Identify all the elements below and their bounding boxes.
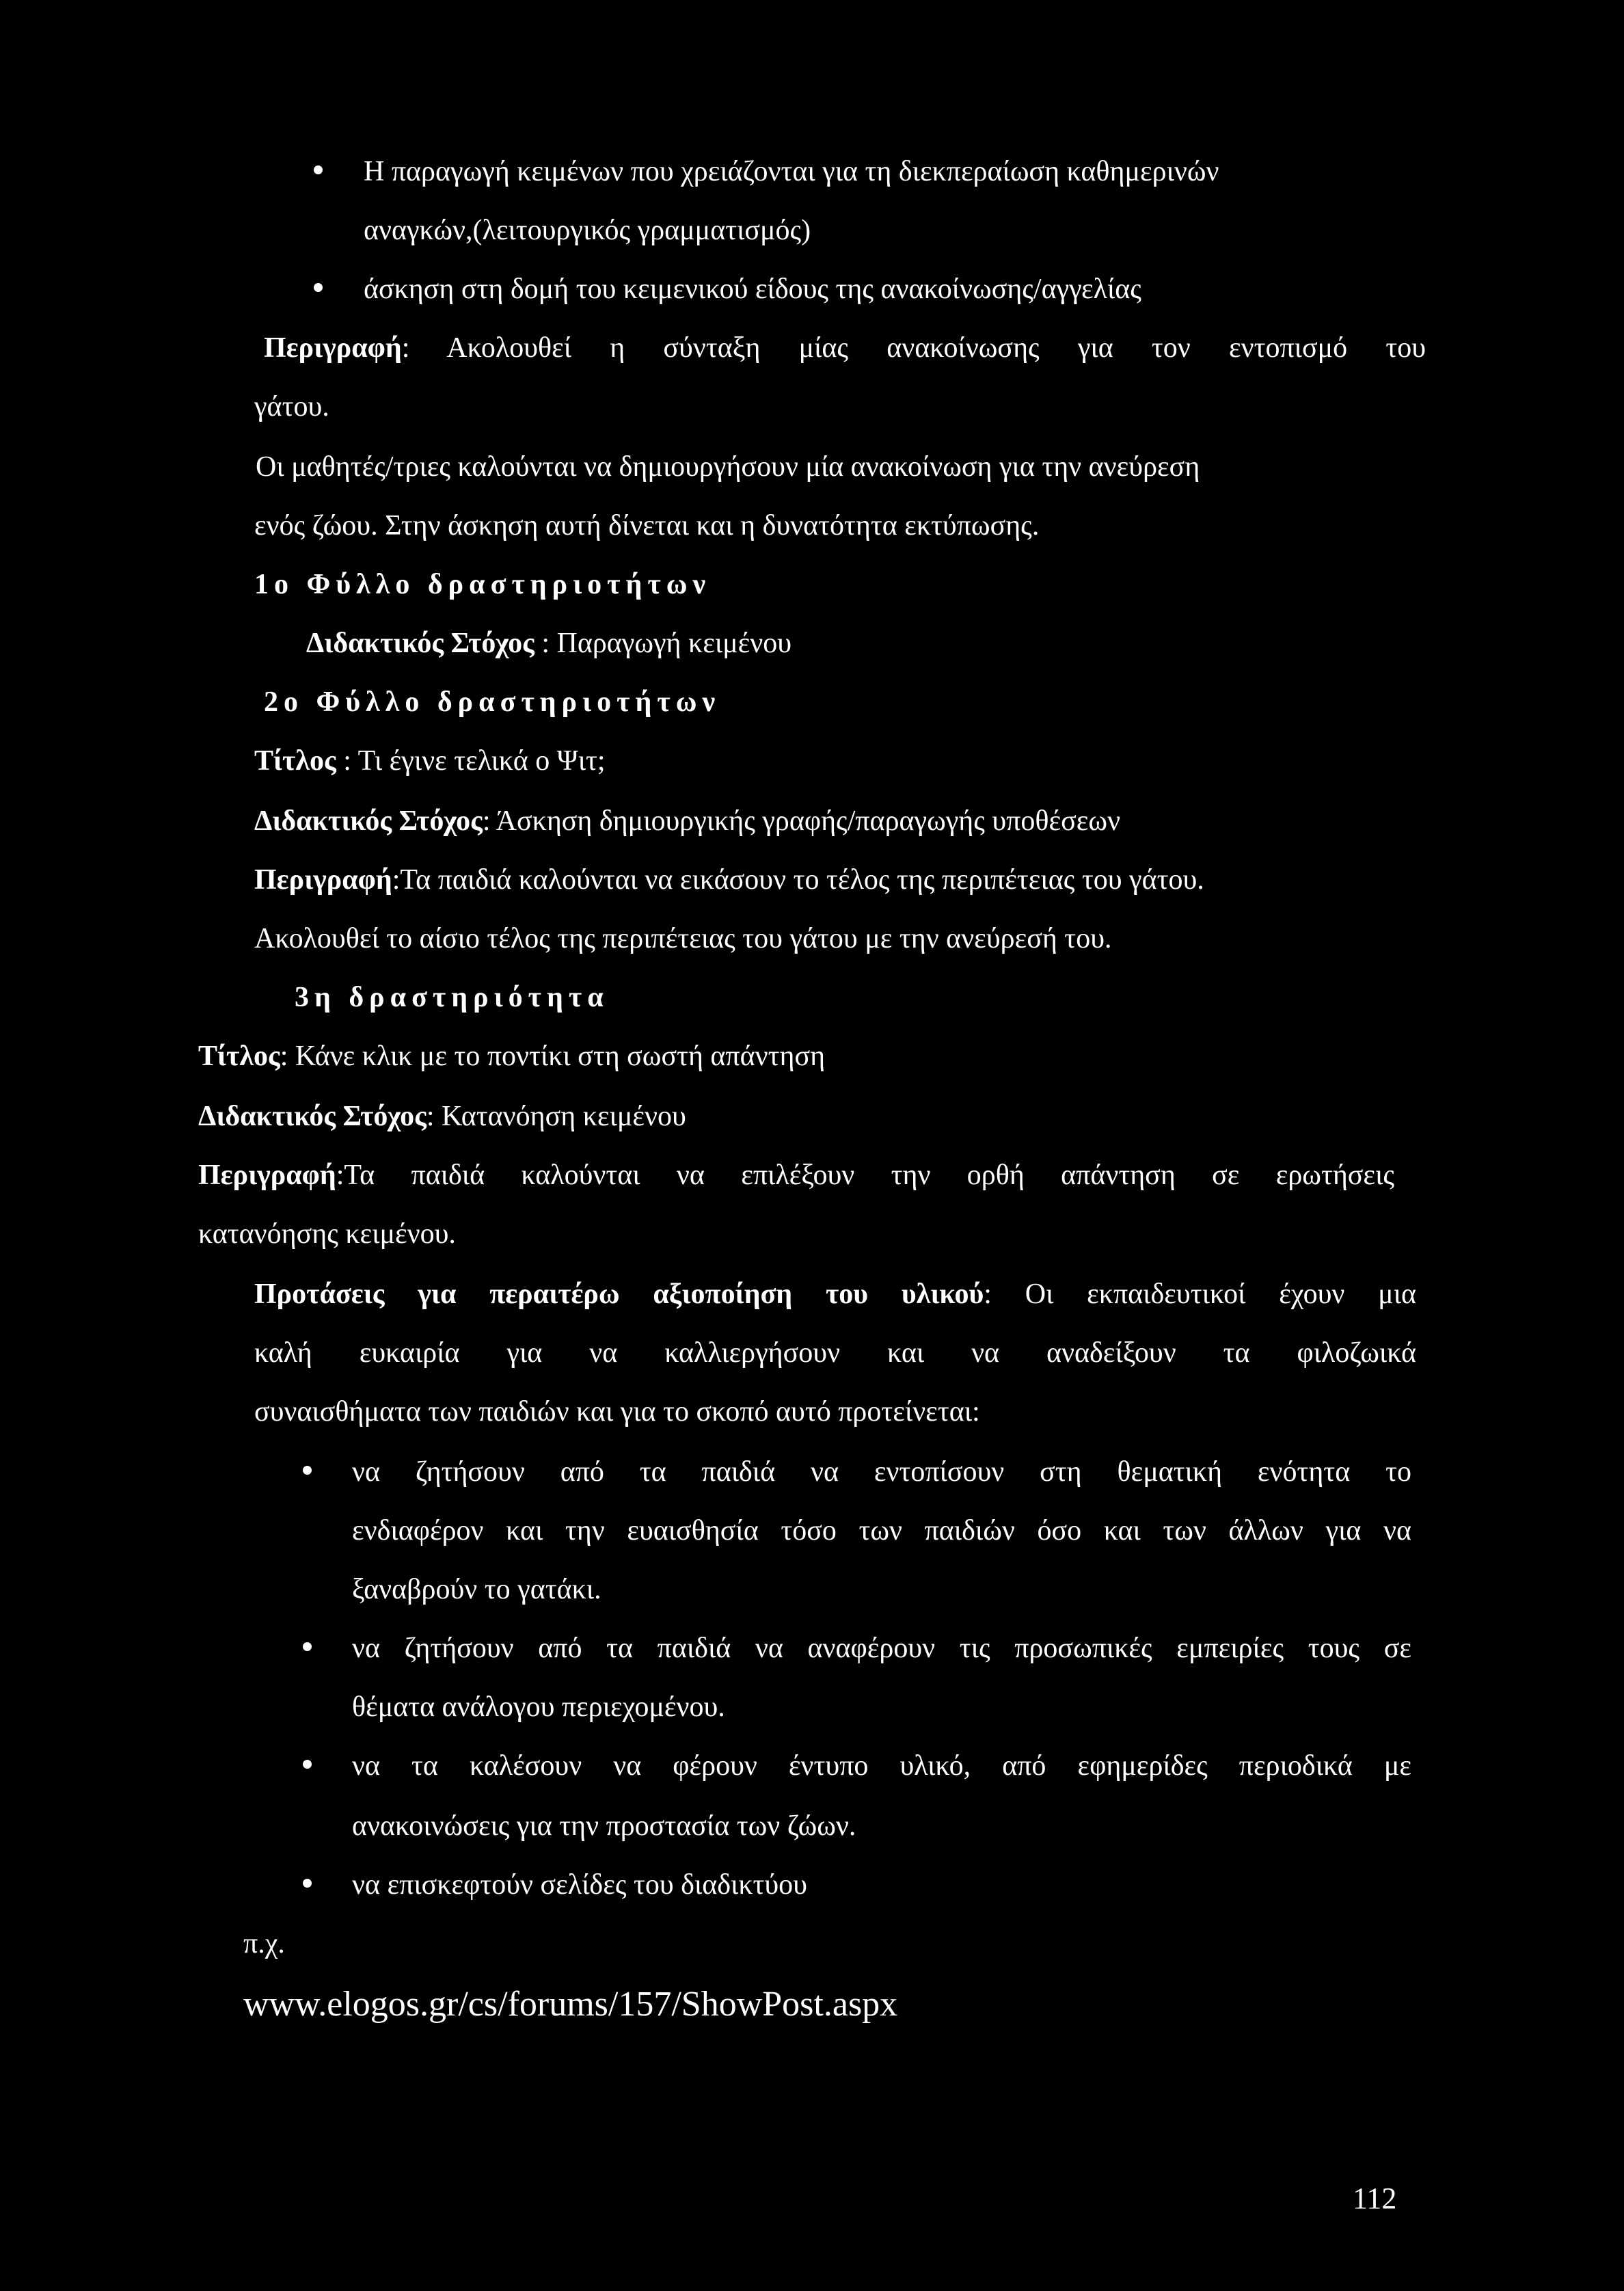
sheet-2-title-text: : Τι έγινε τελικά ο Ψιτ; <box>336 745 606 777</box>
activity-3-title-text: : Κάνε κλικ με το ποντίκι στη σωστή απάντηση <box>280 1041 826 1072</box>
proposal-item-1-line-1: να ζητήσουν από τα παιδιά να εντοπίσουν στη θεματική ενότητα το <box>352 1456 1411 1488</box>
bullet-marker <box>314 283 323 292</box>
description-1-line-2: γάτου. <box>254 391 329 423</box>
description-1-label: Περιγραφή <box>264 332 402 364</box>
sheet-2-title-label: Τίτλος <box>254 745 336 777</box>
activity-3-title <box>198 1042 825 1071</box>
bullet-marker <box>314 165 323 174</box>
intro-bullet-1-line-2: αναγκών,(λειτουργικός γραμματισμός) <box>364 215 811 246</box>
bullet-marker <box>303 1466 312 1475</box>
sheet-1-heading: 1ο Φύλλο δραστηριοτήτων <box>254 569 712 600</box>
sheet-1-goal <box>306 629 791 658</box>
sheet-2-goal-label: Διδακτικός Στόχος <box>254 805 483 837</box>
proposal-item-4-line-1: να επισκεφτούν σελίδες του διαδικτύου <box>352 1869 807 1901</box>
activity-3-title-label: Τίτλος <box>198 1041 280 1072</box>
sheet-1-goal-text: : Παραγωγή κειμένου <box>534 628 792 659</box>
activity-3-description-line-1 <box>198 1161 1394 1190</box>
proposals-line-3: συναισθήματα των παιδιών και για το σκοπό αυτό προτείνεται: <box>254 1396 980 1428</box>
proposal-item-1-line-2: ενδιαφέρον και την ευαισθησία τόσο των παιδιών όσο και των άλλων για να <box>352 1515 1411 1546</box>
proposal-item-3-line-2: ανακοινώσεις για την προστασία των ζώων. <box>352 1810 856 1842</box>
proposal-item-3-line-1: να τα καλέσουν να φέρουν έντυπο υλικό, από εφημερίδες περιοδικά με <box>352 1750 1411 1782</box>
activity-3-heading: 3η δραστηριότητα <box>295 982 609 1013</box>
proposals-line-2: καλή ευκαιρία για να καλλιεργήσουν και να αναδείξουν τα φιλοζωικά <box>254 1337 1416 1369</box>
page-number: 112 <box>1353 2182 1397 2215</box>
sheet-1-goal-label: Διδακτικός Στόχος <box>306 628 534 659</box>
proposals-line-1 <box>254 1280 1416 1309</box>
sheet-2-description-line-1 <box>254 866 1204 894</box>
proposals-text: : Οι εκπαιδευτικοί έχουν μια <box>984 1278 1416 1310</box>
activity-3-description-line-2: κατανόησης κειμένου. <box>198 1218 456 1250</box>
sheet-2-title <box>254 747 606 775</box>
description-1-line-1 <box>264 334 1426 362</box>
sheet-2-description-label: Περιγραφή <box>254 864 392 896</box>
sheet-2-goal-text: : Άσκηση δημιουργικής γραφής/παραγωγής υποθέσεων <box>482 805 1121 837</box>
proposal-item-2-line-1: να ζητήσουν από τα παιδιά να αναφέρουν τις προσωπικές εμπειρίες τους σε <box>352 1633 1411 1664</box>
proposal-item-2-line-2: θέματα ανάλογου περιεχομένου. <box>352 1691 725 1723</box>
activity-3-goal-text: : Κατανόηση κειμένου <box>426 1101 686 1132</box>
sheet-2-heading: 2ο Φύλλο δραστηριοτήτων <box>264 686 721 718</box>
bullet-marker <box>303 1642 312 1651</box>
intro-bullet-2-line-1: άσκηση στη δομή του κειμενικού είδους της ανακοίνωσης/αγγελίας <box>364 273 1141 305</box>
proposal-item-1-line-3: ξαναβρούν το γατάκι. <box>352 1574 601 1605</box>
activity-3-goal-label: Διδακτικός Στόχος <box>198 1101 427 1132</box>
paragraph-1-line-2: ενός ζώου. Στην άσκηση αυτή δίνεται και η δυνατότητα εκτύπωσης. <box>254 510 1040 541</box>
bullet-marker <box>303 1879 312 1888</box>
eg-label: π.χ. <box>243 1928 285 1959</box>
sheet-2-description-line-2: Ακολουθεί το αίσιο τέλος της περιπέτειας του γάτου με την ανεύρεσή του. <box>254 923 1112 954</box>
reference-url: www.elogos.gr/cs/forums/157/ShowPost.aspx <box>243 1985 898 2024</box>
description-1-text: : Ακολουθεί η σύνταξη μίας ανακοίνωσης για τον εντοπισμό του <box>401 332 1426 364</box>
paragraph-1-line-1: Οι μαθητές/τριες καλούνται να δημιουργήσουν μία ανακοίνωση για την ανεύρεση <box>256 451 1200 483</box>
sheet-2-goal <box>254 807 1120 835</box>
bullet-marker <box>303 1760 312 1769</box>
proposals-label: Προτάσεις για περαιτέρω αξιοποίηση του υλικού <box>254 1278 984 1310</box>
activity-3-goal <box>198 1102 686 1131</box>
activity-3-description-text: :Τα παιδιά καλούνται να επιλέξουν την ορθή απάντηση σε ερωτήσεις <box>336 1160 1394 1191</box>
sheet-2-description-text: :Τα παιδιά καλούνται να εικάσουν το τέλος της περιπέτειας του γάτου. <box>392 864 1204 896</box>
intro-bullet-1-line-1: Η παραγωγή κειμένων που χρειάζονται για τη διεκπεραίωση καθημερινών <box>364 156 1219 187</box>
activity-3-description-label: Περιγραφή <box>198 1160 336 1191</box>
